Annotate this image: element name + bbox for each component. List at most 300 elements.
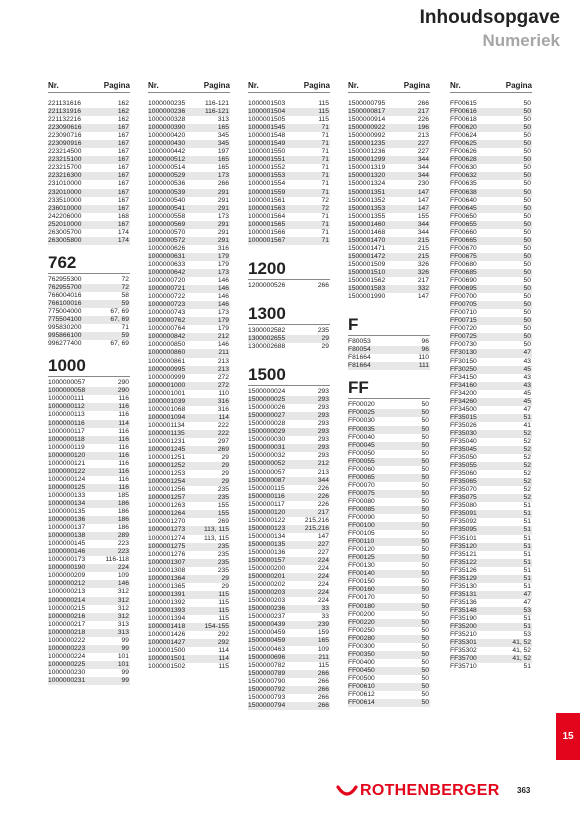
article-number: 1000000138: [48, 532, 86, 540]
page-reference: 116: [118, 475, 129, 483]
page-reference: 50: [421, 473, 429, 481]
index-row: [48, 588, 130, 596]
article-number: 1000001364: [148, 574, 186, 582]
article-number: FF35030: [450, 429, 477, 437]
index-row: [248, 517, 330, 525]
index-row: [450, 382, 532, 390]
article-number: 1000001000: [148, 381, 186, 389]
article-number: FF00065: [348, 473, 375, 481]
article-number: 1500000134: [248, 532, 286, 540]
index-row: [148, 325, 230, 333]
article-number: FF35129: [450, 574, 477, 582]
page-reference: 71: [321, 228, 329, 236]
group-heading: 1200: [248, 259, 330, 280]
article-number: 1000000720: [148, 277, 186, 285]
page-reference: 50: [421, 578, 429, 586]
index-row: [48, 452, 130, 460]
page-reference: 345: [217, 132, 229, 140]
article-number: 1500000057: [248, 468, 286, 476]
page-reference: 291: [217, 228, 229, 236]
index-row: [348, 285, 430, 293]
index-row: [248, 237, 330, 245]
group-heading: FF: [348, 378, 430, 399]
index-row: [450, 156, 532, 164]
article-number: FF00612: [348, 691, 375, 699]
page-reference: 71: [321, 220, 329, 228]
page-reference: 167: [117, 180, 129, 188]
index-row: [450, 559, 532, 567]
article-number: 1000000430: [148, 140, 186, 148]
article-number: FF00635: [450, 180, 477, 188]
index-row: [48, 669, 130, 677]
page-reference: 174: [117, 228, 129, 236]
page-reference: 116: [118, 403, 129, 411]
article-number: FF00055: [348, 457, 375, 465]
article-number: 223214500: [48, 148, 82, 156]
group-spacer: [248, 290, 330, 304]
page-reference: 227: [417, 140, 429, 148]
index-row: [450, 229, 532, 237]
page-reference: 185: [117, 491, 129, 499]
index-row: [248, 282, 330, 290]
article-number: FF34200: [450, 389, 477, 397]
article-number: FF00650: [450, 212, 477, 220]
index-row: [450, 406, 532, 414]
article-number: 1000000209: [48, 572, 86, 580]
article-number: FF00450: [348, 666, 375, 674]
page-reference: 50: [421, 401, 429, 409]
index-row: [148, 221, 230, 229]
index-row: [148, 430, 230, 438]
index-row: [450, 551, 532, 559]
article-number: FF00638: [450, 188, 477, 196]
index-row: [248, 444, 330, 452]
index-column-5: [450, 80, 532, 671]
index-row: [248, 343, 330, 351]
page-reference: 53: [523, 606, 531, 614]
page-reference: 292: [217, 639, 229, 647]
article-number: FF00100: [348, 522, 375, 530]
page-reference: 217: [417, 277, 429, 285]
page-reference: 235: [217, 566, 229, 574]
article-number: 223216300: [48, 172, 82, 180]
page-reference: 313: [117, 628, 129, 636]
page-reference: 50: [421, 514, 429, 522]
index-row: [148, 148, 230, 156]
article-number: 1000001567: [248, 236, 286, 244]
article-number: FF34160: [450, 381, 477, 389]
index-row: [450, 253, 532, 261]
article-number: 1000001503: [248, 100, 286, 107]
page-reference: 293: [317, 396, 329, 404]
article-number: 1000001394: [148, 615, 186, 622]
page-reference: 147: [417, 204, 429, 212]
page-reference: 312: [117, 588, 129, 596]
article-number: FF35200: [450, 623, 477, 631]
page-reference: 45: [523, 389, 531, 397]
index-row: [348, 570, 430, 578]
article-number: 1000001275: [148, 542, 186, 550]
index-row: [148, 510, 230, 518]
article-number: FF35130: [450, 582, 477, 590]
page-reference: 116: [118, 427, 129, 435]
index-row: [450, 655, 532, 663]
index-row: [48, 613, 130, 621]
article-number: 263005800: [48, 236, 82, 244]
page-reference: 50: [421, 562, 429, 570]
index-row: [348, 667, 430, 675]
article-number: FF00700: [450, 293, 477, 301]
page-reference: 293: [317, 420, 329, 428]
index-row: [248, 140, 330, 148]
index-row: [348, 506, 430, 514]
page-reference: 50: [421, 441, 429, 449]
index-row: [248, 412, 330, 420]
index-row: [450, 398, 532, 406]
page-reference: 51: [523, 502, 531, 510]
index-row: [450, 116, 532, 124]
index-row: [48, 411, 130, 419]
page-reference: 230: [417, 180, 429, 188]
page-reference: 99: [121, 636, 129, 644]
article-number: 1000001393: [148, 606, 186, 614]
page-reference: 50: [523, 268, 531, 276]
index-row: [148, 164, 230, 172]
index-row: [450, 486, 532, 494]
article-number: 1000001565: [248, 220, 286, 228]
index-columns: [48, 80, 532, 760]
index-row: [450, 100, 532, 108]
page-reference: 59: [121, 332, 129, 340]
article-number: 762955300: [48, 275, 82, 283]
page-reference: 344: [417, 172, 429, 180]
page-reference: 211: [318, 653, 329, 661]
article-number: 1000001564: [248, 212, 286, 220]
index-row: [48, 221, 130, 229]
article-number: FF00670: [450, 244, 477, 252]
index-row: [248, 221, 330, 229]
article-number: FF35070: [450, 486, 477, 494]
article-number: FF00690: [450, 277, 477, 285]
index-row: [148, 623, 230, 631]
page-reference: 213: [217, 365, 229, 373]
page-reference: 115: [318, 661, 329, 669]
index-row: [248, 597, 330, 605]
page-reference: 116: [118, 435, 129, 443]
index-row: [48, 420, 130, 428]
index-row: [148, 583, 230, 591]
page-reference: 29: [221, 470, 229, 478]
page-reference: 146: [217, 301, 229, 309]
page-reference: 51: [523, 623, 531, 631]
index-row: [348, 229, 430, 237]
page-reference: 110: [218, 389, 229, 397]
article-number: 1500001460: [348, 220, 386, 228]
index-row: [450, 237, 532, 245]
index-row: [348, 100, 430, 108]
article-number: 1000000058: [48, 387, 86, 395]
index-row: [450, 132, 532, 140]
article-number: FF35700: [450, 655, 477, 663]
article-number: FF00615: [450, 100, 477, 107]
page-reference: 41: [523, 421, 531, 429]
page-reference: 167: [117, 196, 129, 204]
page-reference: 226: [317, 484, 329, 492]
index-row: [48, 395, 130, 403]
index-row: [450, 414, 532, 422]
index-row: [48, 164, 130, 172]
page-reference: 291: [217, 188, 229, 196]
article-number: FF00705: [450, 301, 477, 309]
article-number: 1000001549: [248, 140, 286, 148]
article-number: FF35055: [450, 462, 477, 470]
article-number: FF00680: [450, 260, 477, 268]
index-row: [48, 637, 130, 645]
article-number: 1000000124: [48, 475, 86, 483]
article-number: 1500001353: [348, 204, 386, 212]
column-header: [248, 80, 330, 93]
index-row: [450, 189, 532, 197]
article-number: 1500000116: [248, 492, 285, 500]
article-number: 1000001502: [148, 663, 186, 671]
article-number: 1200000526: [248, 281, 286, 289]
index-row: [450, 615, 532, 623]
page-reference: 71: [321, 132, 329, 140]
page-reference: 71: [321, 156, 329, 164]
page-reference: 52: [523, 486, 531, 494]
page-reference: 147: [417, 196, 429, 204]
article-number: 1500000135: [248, 540, 286, 548]
index-row: [148, 349, 230, 357]
index-row: [148, 575, 230, 583]
page-reference: 72: [321, 204, 329, 212]
page-reference: 96: [421, 338, 429, 346]
page-reference: 50: [523, 260, 531, 268]
article-number: 1500000439: [248, 621, 286, 629]
article-number: 1500000115: [248, 484, 285, 492]
article-number: FF00628: [450, 156, 477, 164]
article-number: FF00660: [450, 228, 477, 236]
index-row: [348, 426, 430, 434]
index-row: [148, 172, 230, 180]
article-number: 1000001135: [148, 429, 185, 437]
article-number: 1000001550: [248, 148, 286, 156]
article-number: 766004016: [48, 291, 82, 299]
article-number: 1000000216: [48, 612, 86, 620]
page-reference: 50: [421, 538, 429, 546]
article-number: 1000001426: [148, 631, 186, 639]
index-row: [48, 556, 130, 564]
index-row: [248, 180, 330, 188]
article-number: 1000000145: [48, 540, 86, 548]
page-reference: 50: [523, 204, 531, 212]
column-header: [348, 80, 430, 93]
article-number: 1000000633: [148, 260, 186, 268]
article-number: 1000000235: [148, 100, 186, 107]
article-number: 1000001553: [248, 172, 286, 180]
page-reference: 165: [317, 637, 329, 645]
article-number: 1500000782: [248, 661, 286, 669]
page-reference: 269: [217, 446, 229, 454]
article-number: FF00070: [348, 481, 375, 489]
index-row: [148, 414, 230, 422]
index-row: [450, 261, 532, 269]
page-reference: 67, 69: [110, 340, 129, 348]
page-reference: 50: [421, 546, 429, 554]
page-reference: 50: [523, 236, 531, 244]
article-number: 1500001319: [348, 164, 386, 172]
page-reference: 289: [117, 532, 129, 540]
page-reference: 58: [121, 291, 129, 299]
group-spacer: [348, 370, 430, 378]
page-reference: 50: [421, 481, 429, 489]
index-row: [348, 124, 430, 132]
article-number: 1000000539: [148, 188, 186, 196]
article-number: F81664: [348, 362, 371, 370]
page-reference: 41, 52: [512, 655, 531, 663]
index-row: [148, 180, 230, 188]
group-heading: 1500: [248, 365, 330, 386]
article-number: 1000001505: [248, 116, 286, 124]
page-reference: 293: [317, 436, 329, 444]
group-spacer: [48, 245, 130, 253]
article-number: FF00720: [450, 325, 477, 333]
index-row: [248, 205, 330, 213]
index-row: [148, 245, 230, 253]
article-number: FF00624: [450, 132, 477, 140]
index-row: [348, 627, 430, 635]
index-row: [348, 172, 430, 180]
page-reference: 47: [523, 405, 531, 413]
page-reference: 50: [421, 683, 429, 690]
index-row: [450, 390, 532, 398]
article-number: 1000000057: [48, 379, 86, 387]
article-number: 1000000721: [148, 285, 186, 293]
index-row: [348, 108, 430, 116]
article-number: 1000000390: [148, 124, 186, 132]
index-row: [48, 629, 130, 637]
page-reference: 116: [118, 459, 129, 467]
page-reference: 71: [321, 140, 329, 148]
group-heading: F: [348, 315, 430, 336]
page-reference: 51: [523, 574, 531, 582]
index-row: [248, 148, 330, 156]
article-number: 1500001236: [348, 148, 386, 156]
article-number: 1500001471: [348, 244, 386, 252]
page-reference: 52: [523, 478, 531, 486]
index-row: [148, 591, 230, 599]
index-row: [348, 603, 430, 611]
page-reference: 235: [217, 486, 229, 494]
article-number: 1000001545: [248, 124, 286, 132]
page-reference: 71: [321, 148, 329, 156]
page-reference: 224: [317, 597, 329, 605]
article-number: 221131616: [48, 100, 81, 107]
article-number: FF00080: [348, 497, 375, 505]
index-row: [48, 476, 130, 484]
index-row: [248, 629, 330, 637]
index-row: [450, 197, 532, 205]
article-number: 223090616: [48, 124, 82, 132]
page-reference: 167: [117, 124, 129, 132]
index-row: [450, 462, 532, 470]
index-row: [348, 253, 430, 261]
article-number: 996277400: [48, 340, 82, 348]
article-number: 1000000215: [48, 604, 86, 612]
article-number: 1500000136: [248, 548, 286, 556]
page-reference: 146: [217, 277, 229, 285]
page-reference: 167: [117, 156, 129, 164]
article-number: 1500000031: [248, 444, 286, 452]
page-reference: 50: [523, 148, 531, 156]
page-reference: 52: [523, 470, 531, 478]
index-row: [450, 180, 532, 188]
index-row: [148, 116, 230, 124]
index-row: [348, 691, 430, 699]
article-number: 1000000190: [48, 564, 86, 572]
index-row: [450, 213, 532, 221]
index-row: [248, 573, 330, 581]
index-row: [248, 613, 330, 621]
article-number: 1000000117: [48, 427, 85, 435]
index-row: [48, 340, 130, 348]
page-reference: 29: [221, 582, 229, 590]
article-number: FF30130: [450, 349, 477, 357]
page-reference: 52: [523, 462, 531, 470]
article-number: 1500000992: [348, 132, 386, 140]
index-row: [148, 229, 230, 237]
page-reference: 71: [321, 212, 329, 220]
article-number: 1500001299: [348, 156, 386, 164]
page-reference: 291: [217, 196, 229, 204]
page-reference: 50: [421, 522, 429, 530]
index-row: [148, 631, 230, 639]
article-number: FF35101: [450, 534, 477, 542]
article-number: 1500001472: [348, 252, 386, 260]
article-number: 1000000231: [48, 677, 86, 684]
index-row: [48, 580, 130, 588]
article-number: 1000000222: [48, 636, 86, 644]
chapter-tab: 15: [556, 713, 580, 760]
article-number: 1500000792: [248, 685, 286, 693]
page-reference: 50: [523, 220, 531, 228]
article-number: FF00645: [450, 204, 477, 212]
page-reference: 326: [417, 268, 429, 276]
page-reference: 50: [523, 285, 531, 293]
article-number: 1000001561: [248, 196, 286, 204]
index-row: [248, 501, 330, 509]
article-number: 1500000459: [248, 629, 286, 637]
index-row: [450, 446, 532, 454]
page-reference: 50: [421, 610, 429, 618]
page-reference: 344: [417, 228, 429, 236]
article-number: 231010000: [48, 180, 82, 188]
index-row: [148, 140, 230, 148]
index-row: [248, 605, 330, 613]
page-reference: 316: [217, 397, 229, 405]
article-number: 263005700: [48, 228, 82, 236]
page-reference: 52: [523, 494, 531, 502]
index-row: [148, 655, 230, 663]
page-reference: 224: [117, 564, 129, 572]
page-reference: 227: [417, 148, 429, 156]
page-reference: 167: [117, 140, 129, 148]
page-reference: 224: [317, 565, 329, 573]
page-reference: 41, 52: [512, 639, 531, 647]
index-column-3: [248, 80, 330, 710]
article-number: 1000000999: [148, 373, 186, 381]
index-row: [348, 245, 430, 253]
